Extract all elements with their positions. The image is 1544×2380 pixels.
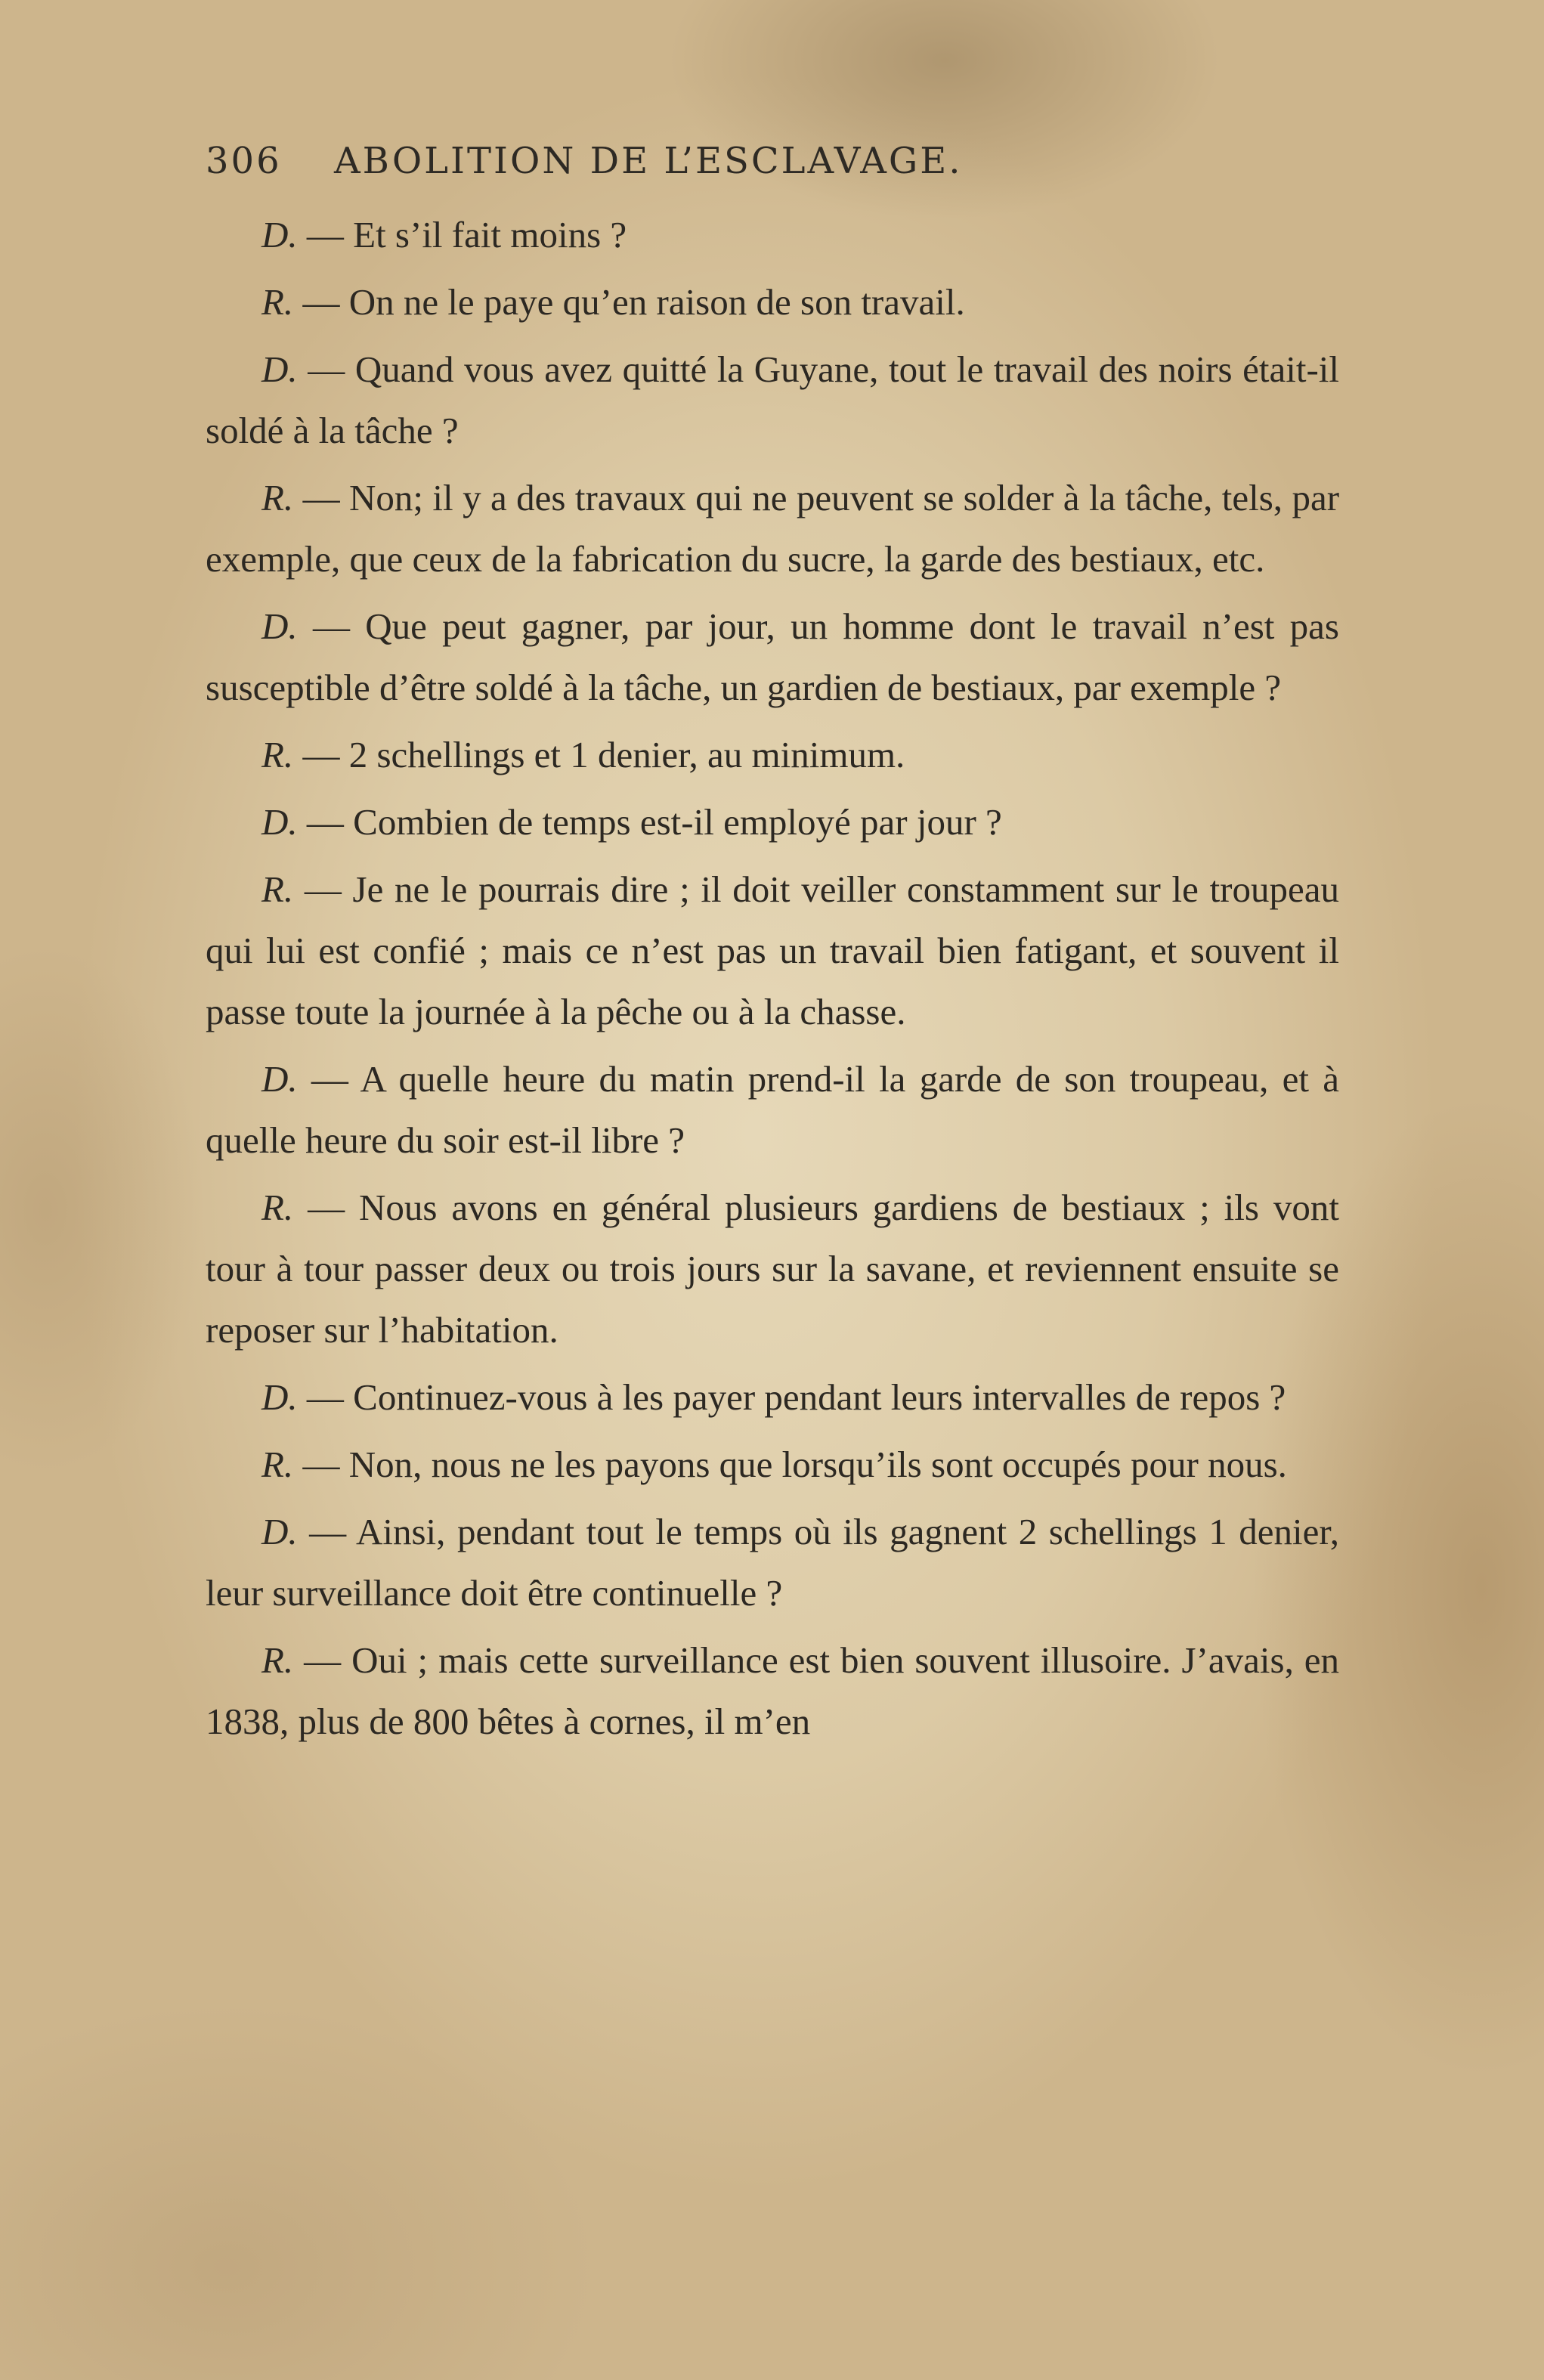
page-number: 306 — [206, 140, 282, 182]
dialogue-paragraph — [206, 1629, 1339, 1752]
dialogue-paragraph — [206, 1434, 1339, 1495]
page-body — [206, 204, 1339, 1758]
speaker-label: D. — [261, 801, 298, 843]
dialogue-paragraph — [206, 1501, 1339, 1623]
paragraph-text: — Continuez-vous à les payer pendant leurs intervalles de repos ? — [306, 1376, 1286, 1418]
dialogue-paragraph — [206, 271, 1339, 333]
dialogue-paragraph — [206, 1177, 1339, 1360]
paragraph-text: — Non, nous ne les payons que lorsqu’ils sont occupés pour nous. — [302, 1444, 1287, 1485]
dialogue-paragraph — [206, 339, 1339, 461]
speaker-label: D. — [261, 1058, 298, 1100]
paragraph-text: — Et s’il fait moins ? — [306, 214, 627, 255]
paragraph-text: — On ne le paye qu’en raison de son travail. — [302, 281, 965, 323]
paragraph-text: — Nous avons en général plusieurs gardiens de bestiaux ; ils vont tour à tour passer deux ou trois jours sur la savane, et reviennent ensuite se reposer sur l’habitation. — [206, 1187, 1340, 1351]
paragraph-text: — Oui ; mais cette surveillance est bien souvent illusoire. J’avais, en 1838, plus de 800 bêtes à cornes, il m’en — [206, 1639, 1340, 1742]
dialogue-paragraph — [206, 791, 1339, 853]
dialogue-paragraph — [206, 467, 1339, 590]
dialogue-paragraph — [206, 859, 1339, 1042]
speaker-label: R. — [261, 734, 294, 775]
speaker-label: D. — [261, 348, 298, 390]
running-header — [206, 140, 1339, 182]
running-title: ABOLITION DE L’ESCLAVAGE. — [334, 140, 963, 182]
speaker-label: D. — [261, 1376, 298, 1418]
speaker-label: R. — [261, 868, 294, 910]
dialogue-paragraph — [206, 204, 1339, 265]
paragraph-text: — 2 schellings et 1 denier, au minimum. — [302, 734, 905, 775]
speaker-label: D. — [261, 214, 298, 255]
paragraph-text: — Je ne le pourrais dire ; il doit veiller constamment sur le troupeau qui lui est confié ; mais ce n’est pas un travail bien fatigant, et souvent il passe toute la journée à la pêche ou à la chasse. — [206, 868, 1339, 1032]
dialogue-paragraph — [206, 724, 1339, 785]
speaker-label: D. — [261, 605, 298, 647]
speaker-label: R. — [261, 281, 294, 323]
speaker-label: D. — [261, 1511, 298, 1552]
dialogue-paragraph — [206, 1366, 1339, 1428]
paragraph-text: — Que peut gagner, par jour, un homme dont le travail n’est pas susceptible d’être soldé à la tâche, un gardien de bestiaux, par exemple ? — [206, 605, 1340, 708]
paragraph-text: — Non; il y a des travaux qui ne peuvent se solder à la tâche, tels, par exemple, que ceux de la fabrication du sucre, la garde des bestiaux, etc. — [206, 477, 1340, 580]
paragraph-text: — Ainsi, pendant tout le temps où ils gagnent 2 schellings 1 denier, leur surveillance doit être continuelle ? — [206, 1511, 1340, 1614]
speaker-label: R. — [261, 477, 294, 518]
dialogue-paragraph — [206, 1048, 1339, 1171]
paragraph-text: — Combien de temps est-il employé par jour ? — [306, 801, 1002, 843]
speaker-label: R. — [261, 1444, 294, 1485]
dialogue-paragraph — [206, 596, 1339, 718]
paragraph-text: — Quand vous avez quitté la Guyane, tout le travail des noirs était-il soldé à la tâche ? — [206, 348, 1340, 451]
speaker-label: R. — [261, 1187, 294, 1228]
speaker-label: R. — [261, 1639, 294, 1681]
paragraph-text: — A quelle heure du matin prend-il la garde de son troupeau, et à quelle heure du soir est-il libre ? — [206, 1058, 1339, 1161]
